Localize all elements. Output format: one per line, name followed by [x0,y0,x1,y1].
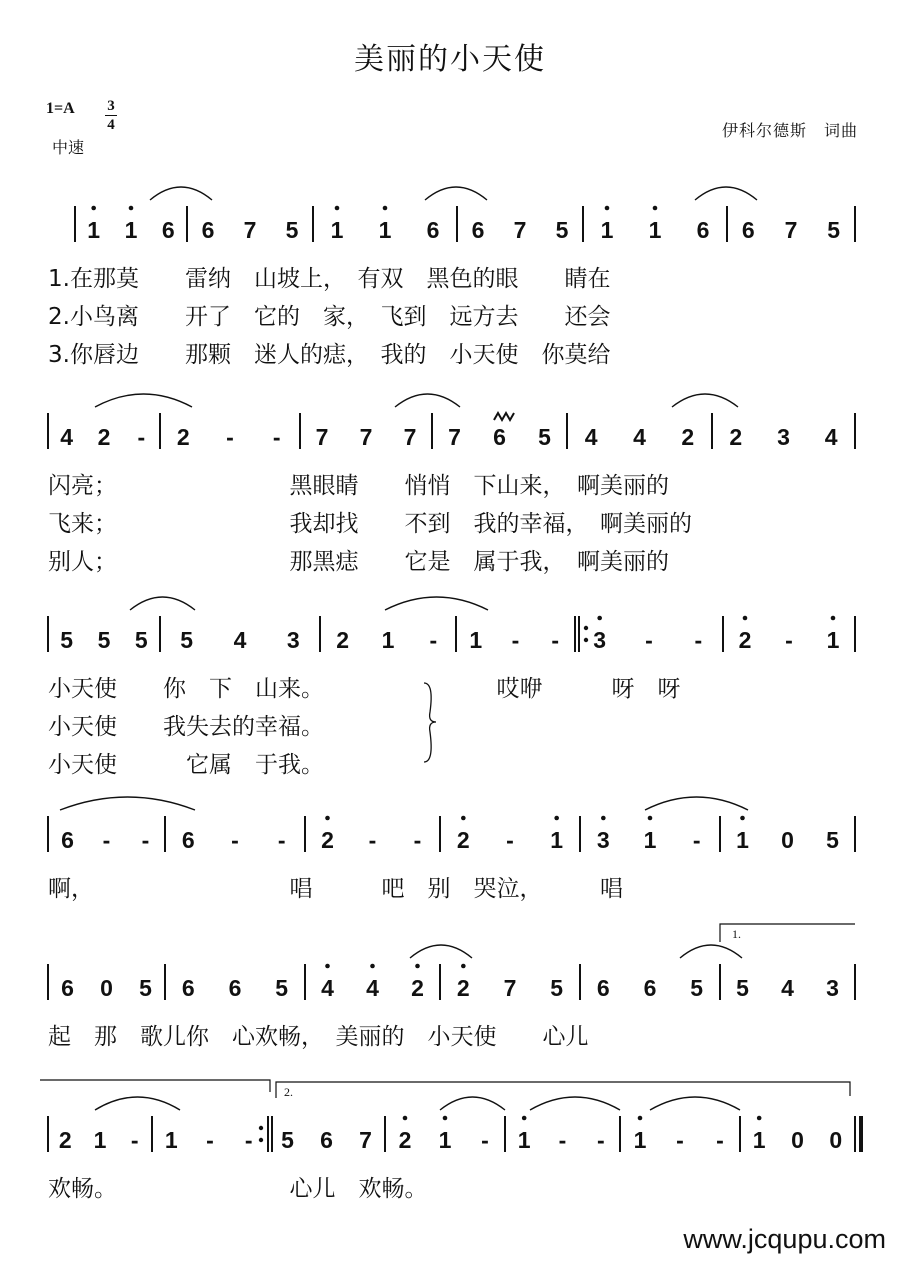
note: 6 [61,975,74,1001]
note: 7 [243,217,257,243]
note: 5 [275,975,289,1001]
octave-dot [831,616,836,621]
note: - [277,827,286,853]
note: 6 [201,217,215,243]
volta-2-bracket [276,1082,850,1098]
note: - [785,627,793,653]
lyric-line: 欢畅。 心儿 欢畅。 [48,1176,428,1202]
time-sig-top: 3 [107,98,115,114]
note: 6 [228,975,242,1001]
repeat-dot [259,1138,263,1142]
note: 6 [181,827,195,853]
note: 6 [596,975,610,1001]
slur [672,394,738,407]
volta-line [40,1080,270,1092]
volta-1-label: 1. [732,927,741,941]
note: - [206,1127,214,1153]
note: 2 [681,424,695,450]
lyric-line: 别人； 那黑痣 它是 属于我， 啊美丽的 [48,549,669,575]
note: 1 [550,827,564,853]
note: 0 [781,827,794,853]
note: - [481,1127,489,1153]
note: - [137,424,146,450]
note: 5 [281,1127,294,1153]
note: 1 [124,217,138,243]
note: 6 [741,217,755,243]
note: 7 [503,975,517,1001]
note: 5 [180,627,194,653]
note: 1 [469,627,483,653]
lyric-line: 闪亮； 黑眼睛 悄悄 下山来， 啊美丽的 [48,473,669,499]
note: 5 [285,217,299,243]
octave-dot [443,1116,448,1121]
time-sig-bottom: 4 [107,117,115,133]
note: 0 [829,1127,843,1153]
note: 3 [593,627,607,653]
note: - [506,827,514,853]
note: 2 [738,627,752,653]
slur [440,1097,505,1110]
note: 5 [550,975,564,1001]
slur [650,1097,740,1110]
note: 1 [752,1127,766,1153]
note: - [511,627,520,653]
octave-dot [325,964,330,969]
octave-dot [91,206,96,211]
octave-dot [597,616,602,621]
slur [95,394,192,407]
note: 5 [826,827,839,853]
slur [385,597,488,610]
note: 3 [777,424,790,450]
note: 1 [736,827,749,853]
octave-dot [740,816,745,821]
note: 2 [398,1127,412,1153]
slur [680,945,742,958]
note: 1 [826,627,840,653]
watermark-text: www.jcqupu.com [683,1224,886,1254]
lyric-line: 3.你唇边 那颗 迷人的痣， 我的 小天使 你莫给 [48,342,611,368]
note: 3 [826,975,839,1001]
note: 5 [690,975,704,1001]
note: 2 [456,975,470,1001]
note: 6 [643,975,657,1001]
note: 3 [596,827,610,853]
octave-dot [653,206,658,211]
note: 4 [633,424,646,450]
octave-dot [601,816,606,821]
octave-dot [129,206,134,211]
note: 1 [438,1127,452,1153]
note: 4 [366,975,379,1001]
volta-2-label: 2. [284,1085,293,1099]
note: - [716,1127,724,1153]
note: 6 [493,424,506,450]
note: 3 [286,627,300,653]
octave-dot [743,616,748,621]
repeat-dot [584,626,588,630]
octave-dot [335,206,340,211]
octave-dot [554,816,559,821]
note: 5 [134,627,148,653]
note: - [368,827,377,853]
note: 1 [93,1127,107,1153]
octave-dot [383,206,388,211]
note: 4 [824,424,838,450]
note: - [596,1127,605,1153]
lyric-line: 小天使 它属 于我。 [48,752,324,778]
ornament-mark [494,413,514,420]
note: - [226,424,234,450]
note: 2 [58,1127,72,1153]
note: - [429,627,438,653]
note: 1 [87,217,101,243]
octave-dot [461,816,466,821]
note: 7 [784,217,798,243]
note: - [551,627,560,653]
song-title: 美丽的小天使 [354,42,546,77]
octave-dot [370,964,375,969]
note: - [694,627,703,653]
lyric-line: 飞来； 我却找 不到 我的幸福， 啊美丽的 [48,511,692,537]
note: 0 [100,975,113,1001]
note: - [244,1127,253,1153]
slur [95,1097,180,1110]
lyric-line: 起 那 歌儿你 心欢畅， 美丽的 小天使 心儿 [48,1024,589,1050]
note: - [692,827,701,853]
note: 4 [60,424,74,450]
note: 5 [555,217,569,243]
repeat-dot [584,638,588,642]
note: 1 [517,1127,531,1153]
note: 1 [600,217,614,243]
note: 7 [403,424,417,450]
tempo-marking: 中速 [52,138,85,157]
octave-dot [325,816,330,821]
octave-dot [648,816,653,821]
octave-dot [638,1116,643,1121]
note: 4 [781,975,794,1001]
note: 4 [321,975,334,1001]
note: 7 [359,1127,372,1153]
note: 7 [315,424,329,450]
note: 1 [381,627,395,653]
slur [695,187,757,200]
note: 2 [729,424,743,450]
note: 7 [359,424,373,450]
slur [150,187,212,200]
note: 7 [448,424,461,450]
lyric-line: 啊， 唱 吧 别 哭泣， 唱 [48,876,623,902]
note: - [272,424,281,450]
note: 5 [827,217,841,243]
note: 1 [164,1127,178,1153]
composer-credit: 伊科尔德斯 词曲 [721,121,858,140]
note: - [558,1127,567,1153]
slur [60,797,195,810]
note: 1 [378,217,392,243]
note: 6 [426,217,440,243]
note: 5 [139,975,152,1001]
lyric-line: 2.小鸟离 开了 它的 家， 飞到 远方去 还会 [48,304,611,330]
note: 6 [161,217,175,243]
note: 7 [513,217,527,243]
note: 1 [648,217,662,243]
note: 6 [696,217,710,243]
octave-dot [403,1116,408,1121]
note: 1 [330,217,344,243]
note: - [231,827,239,853]
note: 2 [456,827,470,853]
lyric-line: 小天使 你 下 山来。 哎咿 呀 呀 [48,676,681,702]
note: 6 [181,975,195,1001]
slur [425,187,487,200]
note: 1 [633,1127,647,1153]
note: 2 [176,424,190,450]
note: 2 [336,627,350,653]
note: 2 [411,975,424,1001]
slur [130,597,195,610]
note: - [141,827,150,853]
slur [410,945,472,958]
note: - [645,627,653,653]
note: 4 [584,424,598,450]
note: 2 [321,827,334,853]
lyric-line: 1.在那莫 雷纳 山坡上， 有双 黑色的眼 睛在 [48,266,611,292]
octave-dot [605,206,610,211]
octave-dot [461,964,466,969]
note: 0 [791,1127,804,1153]
lyric-line: 小天使 我失去的幸福。 [48,714,324,740]
octave-dot [415,964,420,969]
note: - [102,827,111,853]
note: - [130,1127,139,1153]
slur [530,1097,620,1110]
note: - [676,1127,684,1153]
slur [395,394,460,407]
note: 6 [320,1127,333,1153]
note: 5 [97,627,111,653]
note: 2 [97,424,111,450]
note: 4 [233,627,247,653]
octave-dot [522,1116,527,1121]
note: 6 [471,217,485,243]
repeat-dot [259,1126,263,1130]
note: 5 [736,975,749,1001]
slur [645,797,748,810]
note: 1 [643,827,657,853]
note: 5 [538,424,551,450]
note: - [413,827,422,853]
note: 6 [61,827,74,853]
octave-dot [757,1116,762,1121]
key-signature: 1=A [46,100,75,117]
note: 5 [60,627,74,653]
